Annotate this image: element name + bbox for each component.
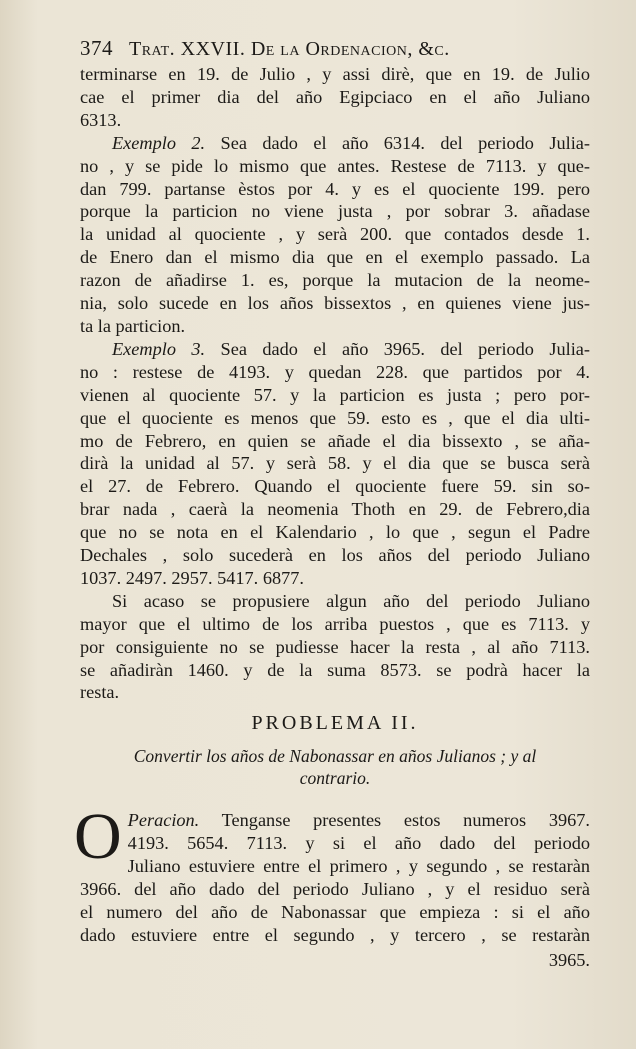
text-line: el numero del año de Nabonassar que empieza : si el año [80, 902, 590, 922]
text-line: cae el primer dia del año Egipciaco en el año Juliano [80, 86, 590, 107]
catchword: 3965. [548, 949, 590, 970]
text-line [80, 809, 590, 832]
operacion-label: Peracion. [127, 810, 200, 831]
running-head: Trat. XXVII. De la Ordenacion, &c. [129, 38, 450, 60]
text-line: razon de añadirse 1. es, porque la mutacion de la neome- [80, 270, 590, 291]
text-line: mayor que el ultimo de los arriba puestos , que es 7113. y [80, 613, 590, 634]
text-line: no , y se pide lo mismo que antes. Restese de 7113. y que- [80, 155, 590, 176]
exemplo-label: Exemplo 3. [112, 338, 206, 359]
text-line [80, 338, 590, 361]
subtitle-line: Convertir los años de Nabonassar en años Julianos ; y al [133, 746, 537, 767]
text-line: el 27. de Febrero. Quando el quociente fuere 59. sin so- [80, 476, 590, 497]
text-line: la unidad al quociente , y serà 200. que contados desde 1. [80, 224, 590, 245]
drop-cap: O [74, 800, 122, 874]
problem-subtitle [80, 745, 590, 789]
exemplo-label: Exemplo 2. [112, 132, 206, 153]
text-line: que no se nota en el Kalendario , lo que , segun el Padre [80, 522, 590, 543]
subtitle-line: contrario. [299, 768, 371, 789]
page-number: 374 [80, 36, 113, 60]
text-line: mo de Febrero, en quien se añade el dia bissexto , se aña- [80, 430, 590, 451]
text-line: brar nada , caerà la neomenia Thoth en 29. de Febrero,dia [80, 499, 590, 520]
paragraph-exemplo-2 [80, 132, 590, 338]
text-line: dado estuviere entre el segundo , y tercero , se restaràn [80, 924, 590, 945]
text-line: Si acaso se propusiere algun año del periodo Juliano [112, 590, 590, 611]
text-line: 4193. 5654. 7113. y si el año dado del periodo [127, 833, 590, 854]
body-text [80, 63, 590, 704]
text-line: no : restese de 4193. y quedan 228. que partidos por 4. [80, 361, 590, 382]
text-line: resta. [80, 682, 120, 703]
text-fragment: Sea dado el año 6314. del periodo Julia- [205, 132, 590, 153]
page-header [80, 36, 590, 61]
text-line: ta la particion. [80, 315, 186, 336]
text-line: nia, solo sucede en los años bissextos , en quienes viene jus- [80, 293, 590, 314]
text-line: que el quociente es menos que 59. esto es , que el dia ulti- [80, 407, 590, 428]
text-line: por consiguiente no se pudiesse hacer la resta , al año 7113. [80, 636, 590, 657]
paragraph-operacion [74, 800, 590, 971]
paragraph-si-acaso [80, 590, 590, 705]
text-line: dirà la unidad al 57. y serà 58. y el dia que se busca serà [80, 453, 590, 474]
text-line: terminarse en 19. de Julio , y assi dirè, que en 19. de Julio [80, 64, 590, 84]
text-line: Juliano estuviere entre el primero , y segundo , se restaràn [127, 856, 590, 877]
problem-title: PROBLEMA II. [251, 712, 419, 735]
paragraph-exemplo-3 [80, 338, 590, 590]
text-line: 6313. [80, 109, 122, 130]
paragraph-continuation [80, 63, 590, 132]
text-line: de Enero dan el mismo dia que en el exemplo passado. La [80, 247, 590, 268]
text-line: Dechales , solo sucederà en los años del periodo Juliano [80, 545, 590, 566]
text-line: 1037. 2497. 2957. 5417. 6877. [80, 567, 304, 588]
text-fragment: Tenganse presentes estos numeros 3967. [199, 810, 590, 831]
text-line: porque la particion no viene justa , por sobrar 3. añadase [80, 201, 590, 222]
text-line: se añadiràn 1460. y de la suma 8573. se podrà hacer la [80, 659, 590, 680]
text-line: dan 799. partanse èstos por 4. y es el quociente 199. pero [80, 178, 590, 199]
text-line [80, 132, 590, 155]
text-line: vienen al quociente 57. y la particion es justa ; pero por- [80, 384, 590, 405]
text-line: 3966. del año dado del periodo Juliano , y el residuo serà [80, 879, 590, 900]
text-fragment: Sea dado el año 3965. del periodo Julia- [205, 338, 590, 359]
